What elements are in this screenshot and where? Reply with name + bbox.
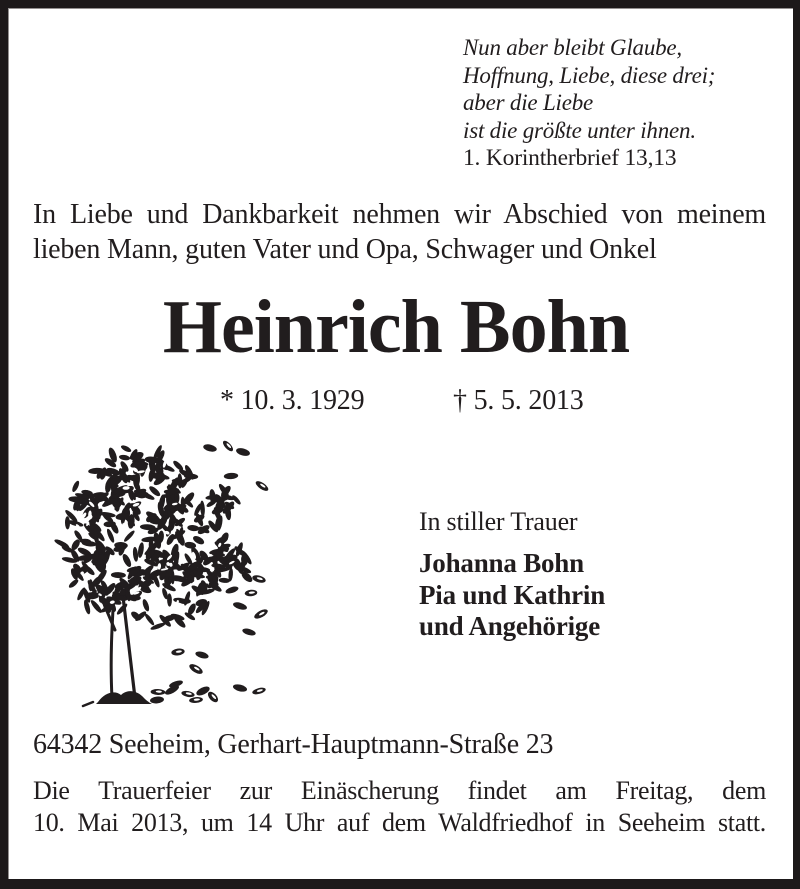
quote-line-3: aber die Liebe xyxy=(463,90,594,115)
quote-reference: 1. Korintherbrief 13,13 xyxy=(463,145,677,171)
deceased-name: Heinrich Bohn xyxy=(162,285,630,369)
funeral-line-1: Die Trauerfeier zur Einäscherung findet am Freitag, dem xyxy=(33,776,766,805)
funeral-line-2: 10. Mai 2013, um 14 Uhr auf dem Waldfriedhof in Seeheim statt. xyxy=(33,807,766,837)
intro-paragraph xyxy=(33,197,766,267)
ground-tick xyxy=(83,702,93,706)
scripture-quote xyxy=(463,34,715,173)
intro-line-1: In Liebe und Dankbarkeit nehmen wir Abschied von meinem xyxy=(33,199,766,230)
quote-line-4: ist die größte unter ihnen. xyxy=(463,117,696,143)
funeral-info xyxy=(33,775,766,838)
mourner-2: Pia und Kathrin xyxy=(419,579,606,610)
quote-line-1: Nun aber bleibt Glaube, xyxy=(463,35,682,60)
mourning-names xyxy=(419,548,605,643)
address-line: 64342 Seeheim, Gerhart-Hauptmann-Straße 23 xyxy=(33,729,554,760)
intro-line-2: lieben Mann, guten Vater und Opa, Schwager und Onkel xyxy=(33,234,657,265)
mourner-3: und Angehörige xyxy=(419,611,600,641)
tree-illustration xyxy=(38,440,275,714)
birth-date: * 10. 3. 1929 xyxy=(220,385,365,416)
mourner-1: Johanna Bohn xyxy=(419,548,584,578)
death-date: † 5. 5. 2013 xyxy=(453,385,584,416)
tree-roots xyxy=(96,691,152,704)
mourning-heading: In stiller Trauer xyxy=(419,507,578,536)
quote-line-2: Hoffnung, Liebe, diese drei; xyxy=(463,62,716,88)
